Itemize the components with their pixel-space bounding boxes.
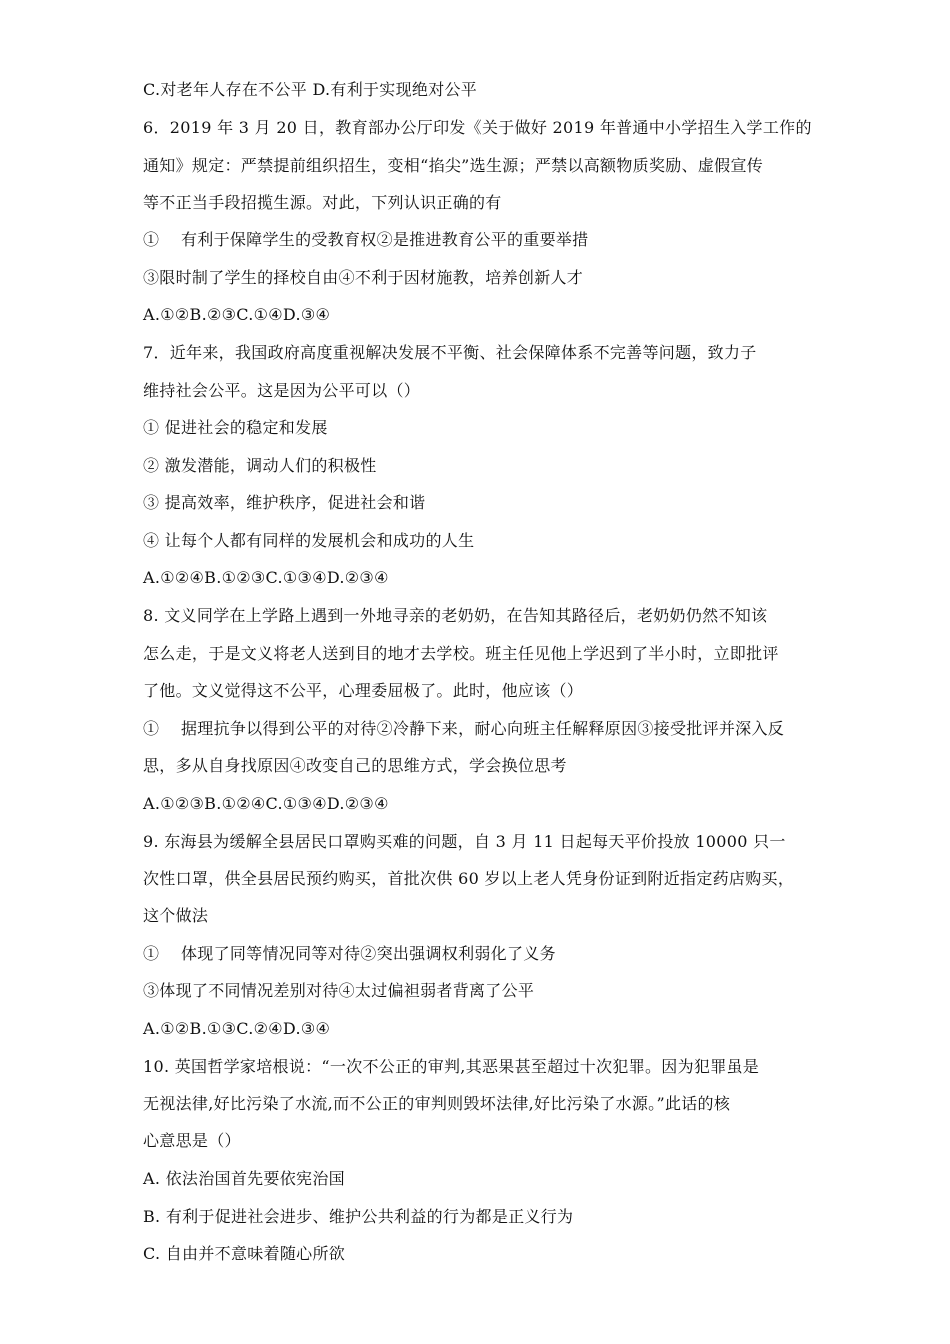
text-line-q10-stem-2: 无视法律,好比污染了水流,而不公正的审判则毁坏法律,好比污染了水源。”此话的核 xyxy=(143,1094,731,1113)
text-line-q10-stem-3: 心意思是（） xyxy=(143,1131,241,1150)
text-line-q8-options: A.①②③B.①②④C.①③④D.②③④ xyxy=(143,794,389,813)
text-line-q9-statement-2: ③体现了不同情况差别对待④太过偏袒弱者背离了公平 xyxy=(143,981,535,1000)
text-line-q9-statement-1: ① 体现了同等情况同等对待②突出强调权利弱化了义务 xyxy=(143,944,556,963)
text-line-q8-statement-1: ① 据理抗争以得到公平的对待②冷静下来，耐心向班主任解释原因③接受批评并深入反 xyxy=(143,719,785,738)
text-line-option-cd-q5: C.对老年人存在不公平 D.有利于实现绝对公平 xyxy=(143,80,478,99)
text-line-q7-statement-4: ④ 让每个人都有同样的发展机会和成功的人生 xyxy=(143,531,475,550)
text-line-q8-stem-2: 怎么走，于是文义将老人送到目的地才去学校。班主任见他上学迟到了半小时，立即批评 xyxy=(143,644,779,663)
text-line-q10-option-b: B. 有利于促进社会进步、维护公共利益的行为都是正义行为 xyxy=(143,1207,574,1226)
text-line-q9-options: A.①②B.①③C.②④D.③④ xyxy=(143,1019,331,1038)
text-line-q6-statement-1: ① 有利于保障学生的受教育权②是推进教育公平的重要举措 xyxy=(143,230,589,249)
text-line-q7-stem-2: 维持社会公平。这是因为公平可以（） xyxy=(143,381,421,400)
text-line-q8-stem-3: 了他。文义觉得这不公平，心理委屈极了。此时，他应该（） xyxy=(143,681,584,700)
text-line-q9-stem-1: 9. 东海县为缓解全县居民口罩购买难的问题，自 3 月 11 日起每天平价投放 10000 只一 xyxy=(143,832,786,851)
text-line-q6-options: A.①②B.②③C.①④D.③④ xyxy=(143,305,331,324)
text-line-q8-statement-2: 思，多从自身找原因④改变自己的思维方式，学会换位思考 xyxy=(143,756,567,775)
text-line-q6-stem-1: 6．2019 年 3 月 20 日，教育部办公厅印发《关于做好 2019 年普通中小学招生入学工作的 xyxy=(143,118,812,137)
text-line-q7-statement-1: ① 促进社会的稳定和发展 xyxy=(143,418,328,437)
text-line-q6-statement-2: ③限时制了学生的择校自由④不利于因材施教，培养创新人才 xyxy=(143,268,584,287)
text-line-q7-statement-2: ② 激发潜能，调动人们的积极性 xyxy=(143,456,377,475)
text-line-q9-stem-2: 次性口罩，供全县居民预约购买，首批次供 60 岁以上老人凭身份证到附近指定药店购买， xyxy=(143,869,795,888)
text-line-q6-stem-3: 等不正当手段招揽生源。对此，下列认识正确的有 xyxy=(143,193,502,212)
text-line-q10-option-a: A. 依法治国首先要依宪治国 xyxy=(143,1169,345,1188)
text-line-q9-stem-3: 这个做法 xyxy=(143,906,209,925)
text-line-q8-stem-1: 8. 文义同学在上学路上遇到一外地寻亲的老奶奶，在告知其路径后，老奶奶仍然不知该 xyxy=(143,606,768,625)
text-line-q10-option-c: C. 自由并不意味着随心所欲 xyxy=(143,1244,346,1263)
text-line-q7-statement-3: ③ 提高效率，维护秩序，促进社会和谐 xyxy=(143,493,426,512)
text-line-q7-stem-1: 7．近年来，我国政府高度重视解决发展不平衡、社会保障体系不完善等问题，致力子 xyxy=(143,343,757,362)
text-line-q10-stem-1: 10. 英国哲学家培根说：“一次不公正的审判,其恶果甚至超过十次犯罪。因为犯罪虽是 xyxy=(143,1057,760,1076)
text-line-q6-stem-2: 通知》规定：严禁提前组织招生，变相“掐尖”选生源；严禁以高额物质奖励、虚假宣传 xyxy=(143,156,764,175)
text-line-q7-options: A.①②④B.①②③C.①③④D.②③④ xyxy=(143,568,389,587)
